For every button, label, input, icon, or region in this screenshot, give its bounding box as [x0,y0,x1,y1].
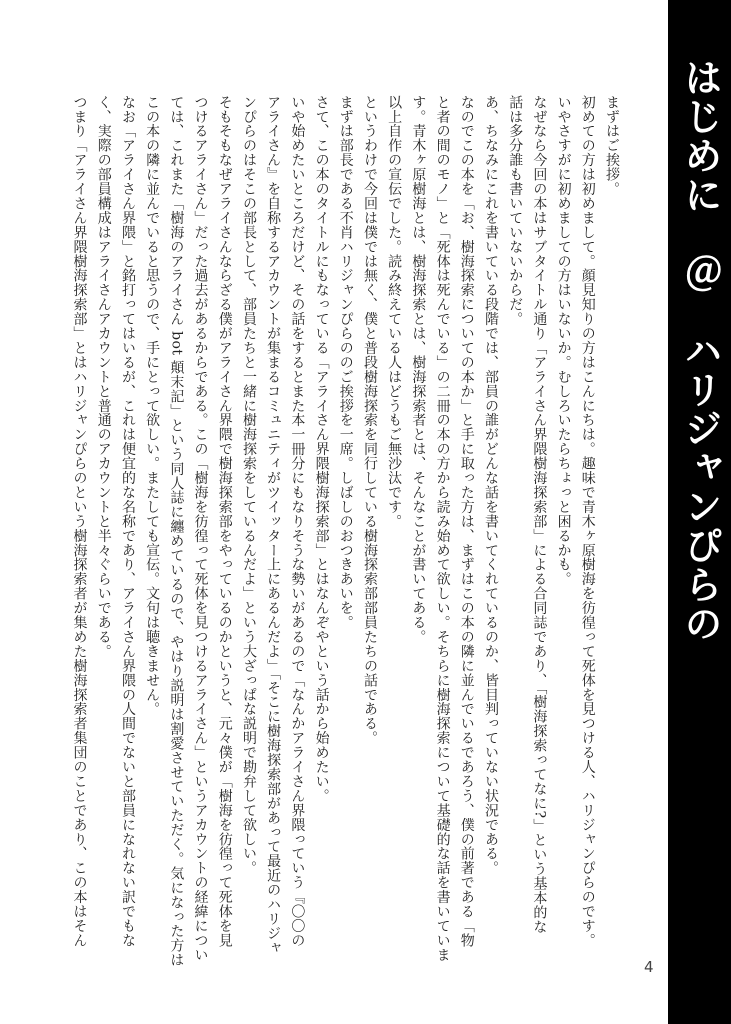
text-line: この本の隣に並んでいると思うので、手にとって欲しい。またしても宣伝。文句は聴きません。 [144,95,161,717]
page-number: 4 [644,958,654,976]
text-line: す。青木ヶ原樹海とは、樹海探索とは、樹海探索者とは、そんなことが書いてある。 [410,95,427,645]
body-text [58,95,624,968]
text-line: まずは部長である不肖ハリジャンぴらののご挨拶を一席。しばしのおつきあいを。 [337,95,354,630]
text-line: と者の間のモノ」と「死体は死んでいる」の二冊の本の方から読み始めて欲しい。そちらに樹海探索について基礎的な話を書いていま [434,95,451,962]
chapter-title: はじめに ＠ ハリジャンぴらの [678,58,722,643]
text-line: つけるアライさん」だった過去があるからである。この「樹海を彷徨って死体を見つけるアライさん」というアカウントの経緯につい [192,95,209,962]
text-line: く、実際の部員構成はアライさんアカウントと普通のアカウントと半々ぐらいである。 [95,95,112,659]
text-line: アライさん』を自称するアカウントが集まるコミュニティがツイッター上にあるんだよ」「そこに樹海探索部があって最近のハリジャ [265,95,282,955]
text-line: 話は多分誰も書いていないからだ。 [507,95,524,327]
text-line: あ、ちなみにこれを書いている段階では、部員の誰がどんな話を書いてくれているのか、皆目判っていない状況である。 [482,95,499,876]
text-line: ては、これまた「樹海のアライさん bot 顛末記」という同人誌に纏めているので、やはり説明は割愛させていただく。気になった方は [168,95,185,968]
text-line: というわけで今回は僕では無く、僕と普段樹海探索を同行している樹海探索部部員たちの話である。 [361,95,378,746]
text-line: なぜなら今回の本はサブタイトル通り「アライさん界隈樹海探索部」による合同誌であり、「樹海探索ってなに?」という基本的な [531,95,548,935]
text-line: 初めての方は初めまして。顔見知りの方はこんにちは。趣味で青木ヶ原樹海を彷徨って死体を見つける人、ハリジャンぴらのです。 [579,95,596,948]
text-line: そもそもなぜアライさんならざる僕がアライさん界隈で樹海探索部をやっているのかというと、元々僕が「樹海を彷徨って死体を見 [216,95,233,948]
text-line: まずはご挨拶。 [604,95,620,197]
text-line: なのでこの本を「お、樹海探索についての本か」と手に取った方は、まずはこの本の隣に並んでいるであろう、僕の前著である「物 [458,95,475,948]
text-line: さて、この本のタイトルにもなっている「アライさん界隈樹海探索部」とはなんぞやという話から始めたい。 [313,95,330,804]
text-line: つまり「アライさん界隈樹海探索部」とはハリジャンぴらのという樹海探索者が集めた樹海探索者集団のことであり、この本はそん [71,95,88,948]
title-bar [668,0,731,1024]
text-line: いや始めたいところだけど、その話をするとまた本一冊分にもなりそうな勢いがあるので「なんかアライさん界隈っていう『〇〇の [289,95,306,948]
text-line: なお「アライさん界隈」と銘打ってはいるが、これは便宜的な名称であり、アライさん界隈の人間でないと部員になれない訳でもな [119,95,136,948]
text-line: ンぴらのはそこの部長として、部員たちと一緒に樹海探索をしているんだよ」という大ざっぱな説明で勘弁して欲しい。 [240,95,257,876]
text-line: いやさすがに初めましての方はいないか。むしろいたらちょっと困るかも。 [555,95,572,587]
text-line: 以上自作の宣伝でした。読み終えている人はどうもご無沙汰です。 [386,95,403,529]
